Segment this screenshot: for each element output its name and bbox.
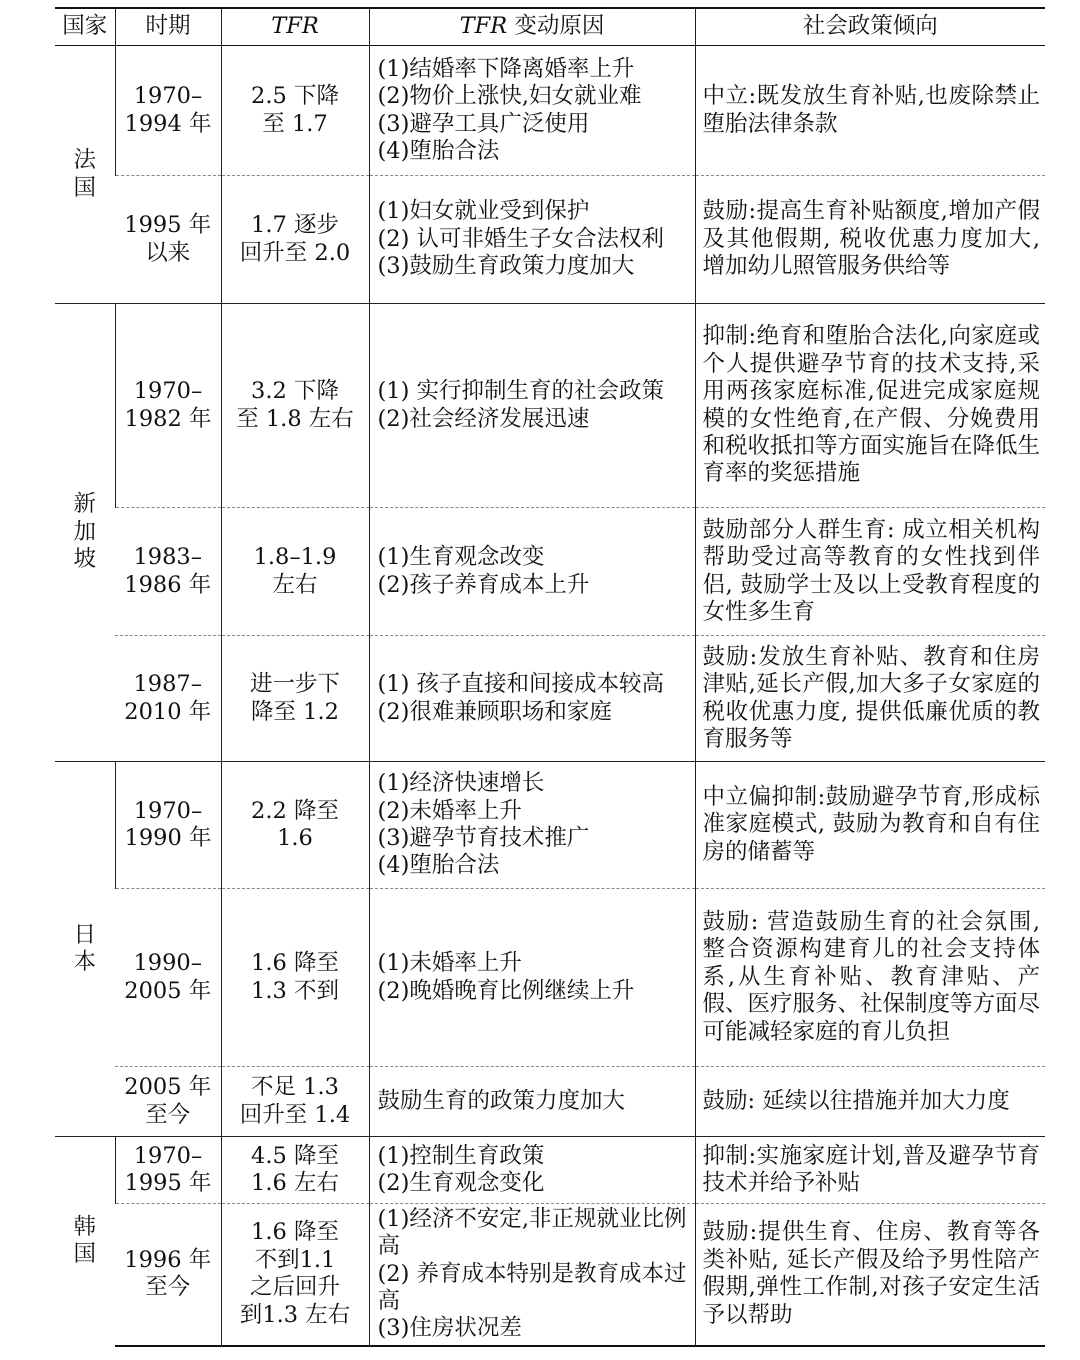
tfr-line: 不足 1.3 [251,1074,339,1101]
reason-item: (1)妇女就业受到保护 [377,198,590,225]
reason-cell [369,1137,695,1204]
period-line: 至今 [145,1274,191,1301]
reason-item: 鼓励生育的政策力度加大 [377,1087,626,1114]
reason-cell [369,304,695,508]
reason-item: (4)堕胎合法 [377,137,500,164]
table-row [55,1204,1045,1346]
table-row [55,176,1045,304]
country-char: 法 [73,147,96,174]
reason-cell [369,636,695,762]
period-cell [115,1204,221,1346]
reason-cell [369,1067,695,1137]
period-cell [115,1137,221,1204]
country-char: 本 [73,949,96,975]
country-char: 韩 [73,1213,96,1240]
period-cell [115,46,221,176]
header-period: 时期 [115,8,221,46]
table-row [55,1067,1045,1137]
period-line: 1970– [133,378,203,405]
header-policy: 社会政策倾向 [695,8,1045,46]
header-row [55,8,1045,46]
tfr-line: 至 1.8 左右 [236,405,354,432]
reason-cell [369,176,695,304]
tfr-cell [221,1204,369,1346]
reason-item: (1)结婚率下降离婚率上升 [377,55,635,82]
reason-item: (2)社会经济发展迅速 [377,405,590,432]
period-cell [115,176,221,304]
table-row [55,508,1045,636]
period-line: 1990– [133,950,202,977]
policy-cell: 鼓励:提高生育补贴额度,增加产假及其他假期, 税收优惠力度加大, 增加幼儿照管服务供给等 [695,176,1045,304]
period-line: 1990 年 [124,825,212,851]
table-row [55,889,1045,1067]
reason-item: (1)经济快速增长 [377,770,545,797]
reason-item: (1) 实行抑制生育的社会政策 [377,378,665,405]
country-japan [55,762,115,1137]
tfr-cell [221,636,369,762]
tfr-line: 1.3 不到 [251,977,339,1004]
period-line: 1970– [133,1142,203,1169]
tfr-line: 1.7 逐步 [251,212,339,239]
period-cell [115,762,221,889]
period-line: 1982 年 [124,405,212,432]
period-line: 1994 年 [124,110,212,137]
tfr-line: 进一步下 [249,671,340,698]
tfr-cell [221,176,369,304]
reason-item: (1)生育观念改变 [377,544,545,571]
period-cell [115,508,221,636]
period-line: 2005 年 [124,977,212,1004]
country-char: 日 [73,921,96,948]
reason-item: (1)经济不安定,非正规就业比例高 [377,1205,687,1260]
period-line: 1983– [133,544,202,571]
reason-cell [369,1204,695,1346]
table-row [55,1137,1045,1204]
reason-item: (2) 认可非婚生子女合法权利 [377,225,665,252]
country-singapore [55,304,115,762]
tfr-line: 1.6 降至 [251,950,339,977]
country-char: 新 [73,491,96,518]
policy-cell: 抑制:实施家庭计划,普及避孕节育技术并给予补贴 [695,1137,1045,1204]
tfr-line: 1.6 左右 [251,1170,339,1196]
reason-item: (1)控制生育政策 [377,1142,545,1169]
table-row [55,304,1045,508]
reason-cell [369,508,695,636]
reason-item: (1) 孩子直接和间接成本较高 [377,671,665,698]
header-reason-suffix: 变动原因 [507,13,605,40]
tfr-line: 至 1.7 [262,110,328,137]
tfr-line: 4.5 降至 [251,1142,339,1169]
tfr-line: 到1.3 左右 [239,1301,351,1328]
country-korea [55,1137,115,1346]
table-row [55,46,1045,176]
reason-item: (2)很难兼顾职场和家庭 [377,698,612,725]
tfr-cell [221,304,369,508]
reason-item: (2)晚婚晚育比例继续上升 [377,977,635,1004]
tfr-line: 回升至 1.4 [239,1101,351,1128]
tfr-line: 2.5 下降 [251,83,339,110]
reason-cell [369,762,695,889]
reason-item: (1)未婚率上升 [377,950,522,977]
header-country: 国家 [55,8,115,46]
reason-item: (4)堕胎合法 [377,852,500,879]
reason-item: (3)避孕工具广泛使用 [377,110,590,137]
period-line: 至今 [145,1101,191,1128]
tfr-cell [221,46,369,176]
period-cell [115,636,221,762]
table-row [55,636,1045,762]
reason-item: (2)未婚率上升 [377,797,522,824]
reason-cell [369,889,695,1067]
tfr-line: 左右 [272,571,318,598]
policy-cell: 抑制:绝育和堕胎合法化,向家庭或个人提供避孕节育的技术支持,采用两孩家庭标准,促进完成家庭规模的女性绝育,在产假、分娩费用和税收抵扣等方面实施旨在降低生育率的奖惩措施 [695,304,1045,508]
policy-cell: 鼓励部分人群生育: 成立相关机构帮助受过高等教育的女性找到伴侣, 鼓励学士及以上受教育程度的女性多生育 [695,508,1045,636]
policy-cell: 中立:既发放生育补贴,也废除禁止堕胎法律条款 [695,46,1045,176]
reason-item: (2)孩子养育成本上升 [377,571,590,598]
policy-cell: 中立偏抑制:鼓励避孕节育,形成标准家庭模式, 鼓励为教育和自有住房的储蓄等 [695,762,1045,889]
tfr-line: 2.2 降至 [251,797,339,824]
fertility-policy-table [55,7,1045,1347]
period-line: 1987– [133,671,202,698]
policy-cell: 鼓励: 营造鼓励生育的社会氛围, 整合资源构建育儿的社会支持体系,从生育补贴、教育津贴、产假、医疗服务、社保制度等方面尽可能减轻家庭的育儿负担 [695,889,1045,1067]
period-line: 2010 年 [124,698,212,725]
reason-item: (3)住房状况差 [377,1315,522,1342]
tfr-line: 1.6 降至 [251,1219,339,1246]
tfr-cell [221,762,369,889]
tfr-cell [221,508,369,636]
tfr-line: 降至 1.2 [251,698,339,725]
tfr-cell [221,1137,369,1204]
tfr-line: 不到1.1 [254,1246,336,1273]
period-line: 1995 年 [124,1170,212,1196]
header-tfr-reason [369,8,695,46]
policy-cell: 鼓励:发放生育补贴、教育和住房津贴,延长产假,加大多子女家庭的税收优惠力度, 提供低廉优质的教育服务等 [695,636,1045,762]
tfr-line: 回升至 2.0 [239,239,351,266]
reason-item: (2)生育观念变化 [377,1170,545,1196]
period-cell [115,1067,221,1137]
country-char: 加 [73,518,96,545]
reason-cell [369,46,695,176]
period-cell [115,304,221,508]
country-char: 国 [73,174,96,201]
policy-cell: 鼓励:提供生育、住房、教育等各类补贴, 延长产假及给予男性陪产假期,弹性工作制,对孩子安定生活予以帮助 [695,1204,1045,1346]
header-tfr: TFR [221,8,369,46]
tfr-cell [221,889,369,1067]
country-char: 坡 [73,546,96,573]
reason-item: (2)物价上涨快,妇女就业难 [377,83,642,110]
reason-item: (2) 养育成本特别是教育成本过高 [377,1260,687,1314]
period-line: 1996 年 [124,1246,212,1273]
tfr-line: 1.6 [277,825,313,851]
period-line: 以来 [145,239,191,266]
country-france [55,46,115,304]
policy-cell: 鼓励: 延续以往措施并加大力度 [695,1067,1045,1137]
tfr-line: 3.2 下降 [251,378,339,405]
period-line: 1986 年 [124,571,212,598]
period-line: 2005 年 [124,1074,212,1101]
tfr-cell [221,1067,369,1137]
period-line: 1970– [133,83,203,110]
period-line: 1995 年 [124,212,212,239]
period-line: 1970– [133,797,203,824]
tfr-line: 之后回升 [249,1274,340,1301]
country-char: 国 [73,1241,96,1268]
header-reason-prefix: TFR [459,13,508,40]
reason-item: (3)避孕节育技术推广 [377,825,590,851]
reason-item: (3)鼓励生育政策力度加大 [377,253,635,280]
period-cell [115,889,221,1067]
tfr-line: 1.8–1.9 [253,544,337,571]
table-row [55,762,1045,889]
